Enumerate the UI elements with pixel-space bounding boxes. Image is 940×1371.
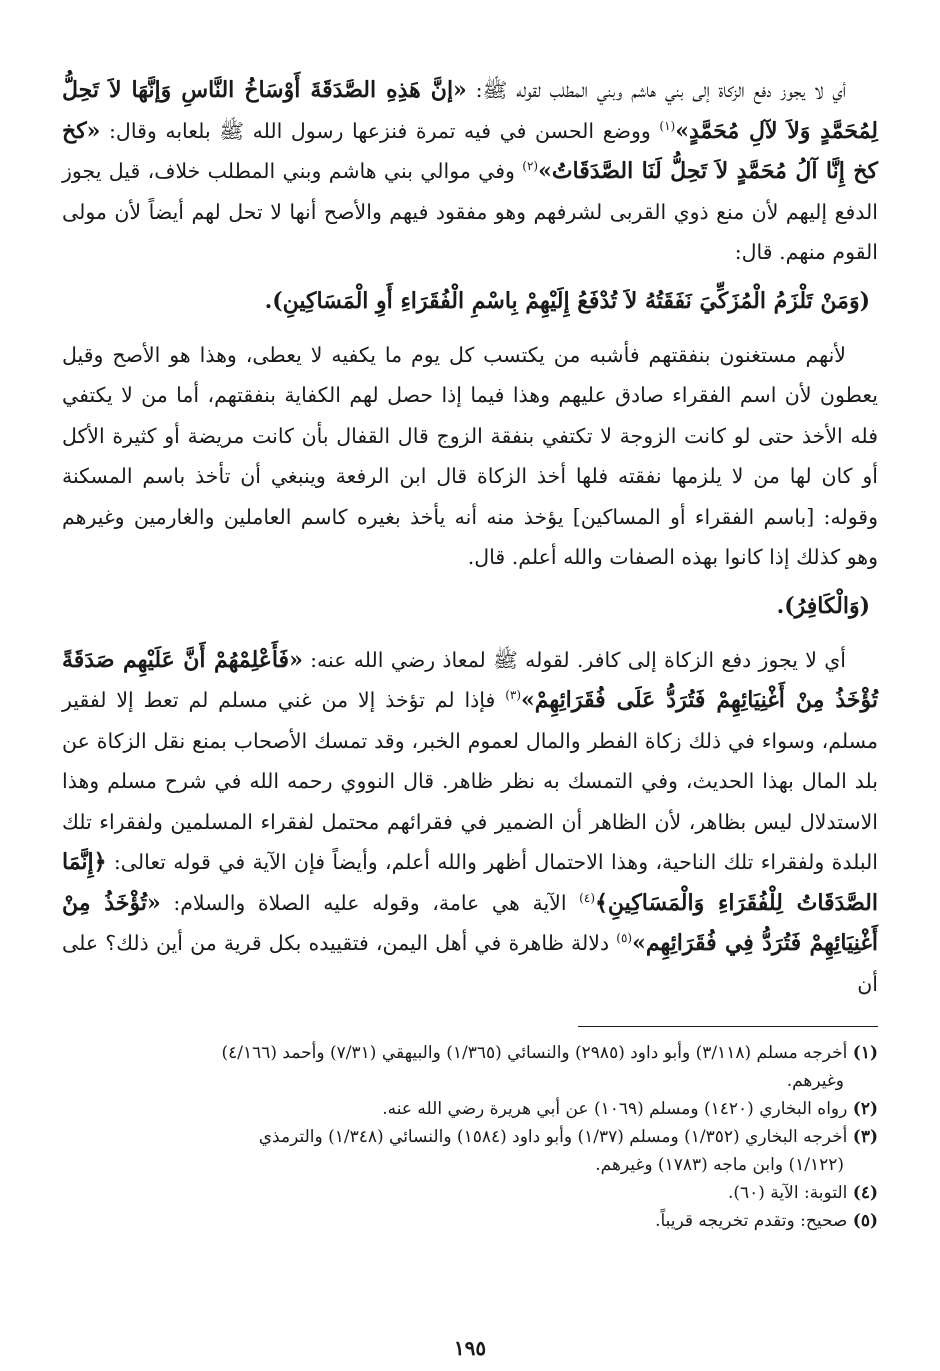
footnote-ref: (٥) [616,931,633,946]
quran-verse: ﴿إِنَّمَا الصَّدَقَاتُ لِلْفُقَرَاءِ وَالْمَسَاكِينِ﴾ [62,849,878,916]
paragraph-text: وفي موالي بني هاشم وبني المطلب خلاف، قيل يجوز الدفع إليهم لأن منع ذوي القربى لشرفهم وهو مفقود فيهم والأصح أنها لا تحل لهم أيضاً لأن مولى القوم منهم. قال: [62,159,878,264]
footnote-number: (٢) [852,1099,878,1119]
paragraph-hashim [62,70,878,273]
paragraph-text: دلالة ظاهرة في أهل اليمن، فتقييده بكل قرية من أين ذلك؟ على أن [62,931,878,996]
footnote-ref: (٣) [505,688,522,703]
hadith-quote: «تُؤْخَذُ مِنْ أَغْنِيَائِهِمْ فَتُرَدُّ فِي فُقَرَائِهِم» [62,889,878,956]
footnote-text: التوبة: الآية (٦٠). [727,1183,853,1203]
footnote-number: (٤) [852,1183,878,1203]
paragraph-text: أي لا يجوز دفع الزكاة إلى كافر. لقوله ﷺ لمعاذ رضي الله عنه: [302,647,846,672]
paragraph-text: ووضع الحسن في فيه تمرة فنزعها رسول الله ﷺ بلعابه وقال: [100,118,660,143]
footnote-3 [62,1123,878,1179]
footnote-1 [62,1039,878,1095]
page-body [62,70,878,1360]
matn-text: (وَمَنْ تَلْزَمُ الْمُزَكِّيَ نَفَقَتُهُ لاَ تُدْفَعُ إِلَيْهِمْ بِاسْمِ الْفُقَرَاءِ أَوِ الْمَسَاكِينِ). [264,287,870,314]
hadith-quote: «فَأَعْلِمْهُمْ أَنَّ عَلَيْهِم صَدَقَةً تُؤْخَذُ مِنْ أَغْنِيَائِهِمْ فَتُرَدُّ عَلَى فُقَرَائِهِمْ» [62,646,878,713]
footnote-text: رواه البخاري (١٤٢٠) ومسلم (١٠٦٩) عن أبي هريرة رضي الله عنه. [382,1099,853,1119]
footnote-5 [62,1207,878,1235]
paragraph-text: الآية هي عامة، وقوله عليه الصلاة والسلام: [160,890,580,915]
footnote-ref: (٤) [579,890,595,905]
footnote-divider [578,1026,878,1027]
footnote-number: (٣) [852,1127,878,1147]
matn-text: (وَالْكَافِرُ). [776,592,870,619]
footnote-text: أخرجه البخاري (١/٣٥٢) ومسلم (١/٣٧) وأبو داود (١٥٨٤) والنسائي (١/٣٤٨) والترمذي [258,1127,853,1147]
paragraph-kafir [62,640,878,1005]
hadith-quote: «إنَّ هَذِهِ الصَّدَقَةَ أَوْسَاخُ النَّاسِ وَإنَّهَا لاَ تَحِلُّ لِمُحَمَّدٍ وَلاَ لآلِ مُحَمَّدٍ» [62,77,878,144]
hadith-quote: «كخ كخ إِنَّا آلُ مُحَمَّدٍ لاَ تَحِلُّ لَنَا الصَّدَقَاتُ» [62,117,878,184]
footnote-text: أخرجه مسلم (٣/١١٨) وأبو داود (٢٩٨٥) والنسائي (١/٣٦٥) والبيهقي (٧/٣١) وأحمد (٤/١٦٦) [221,1043,853,1063]
page-number: ١٩٥ [453,1336,487,1360]
footnote-2 [62,1095,878,1123]
paragraph-text: فإذا لم تؤخذ إلا من غني مسلم لم تعط إلا لفقير مسلم، وسواء في ذلك زكاة الفطر والمال لعموم الخبر، وقد تمسك الأصحاب بمنع نقل الزكاة عن بلد المال بهذا الحديث، وفي التمسك به نظر ظاهر. قال النووي رحمه الله في شرح مسلم وهذا الاستدلال ليس بظاهر، لأن الظاهر أن الضمير في فقرائهم محتمل لفقراء المسلمين ولفقراء تلك البلدة ولفقراء تلك الناحية، وهذا الاحتمال أظهر والله أعلم، وأيضاً فإن الآية في قوله تعالى: [62,688,878,874]
paragraph-nafaqa [62,335,878,578]
footnote-ref: (١) [659,118,676,133]
footnote-text-cont: وغيرهم. [786,1071,844,1091]
paragraph-text: لأنهم مستغنون بنفقتهم فأشبه من يكتسب كل يوم ما يكفيه لا يعطى، وهذا هو الأصح وقيل يعطون لأن اسم الفقراء صادق عليهم وهذا فيما إذا حصل لهم الكفاية بنفقتهم، أما من لا يكتفي فله الأخذ حتى لو كانت الزوجة لا تكتفي بنفقة الزوج قال القفال بأن كانت مريضة أو كثيرة الأكل أو كان لها من لا يلزمها نفقته فلها أخذ الزكاة قال ابن الرفعة وينبغي أن تأخذ باسم المسكنة وقوله: [باسم الفقراء أو المساكين] يؤخذ منه أنه يأخذ بغيره كاسم العاملين والغارمين وغيرهم وهو كذلك إذا كانوا بهذه الصفات والله أعلم. قال. [62,342,878,569]
footnote-text-cont: (١/١٢٢) وابن ماجه (١٧٨٣) وغيرهم. [595,1155,844,1175]
footnote-text: صحيح: وتقدم تخريجه قريباً. [655,1211,853,1231]
footnote-number: (١) [852,1043,878,1063]
footnote-number: (٥) [852,1211,878,1231]
footnote-ref: (٢) [522,159,539,174]
footnote-4 [62,1179,878,1207]
footnotes [62,1039,878,1235]
paragraph-text: أي لا يجوز دفع الزكاة إلى بني هاشم وبني المطلب لقوله ﷺ: [466,78,846,102]
